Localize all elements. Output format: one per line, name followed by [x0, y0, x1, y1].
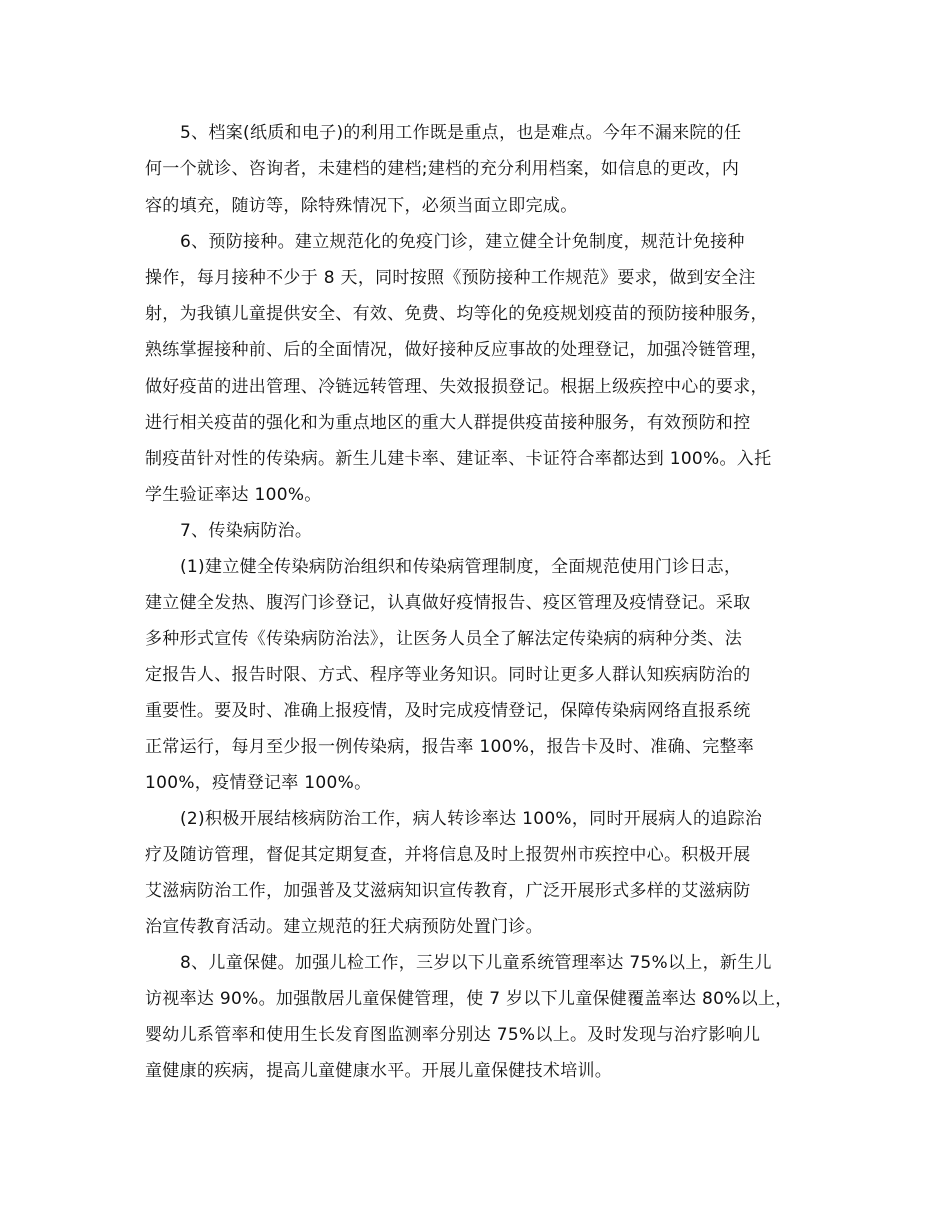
text-line: 做好疫苗的进出管理、冷链远转管理、失效报损登记。根据上级疾控中心的要求， [145, 377, 768, 397]
text-line: 进行相关疫苗的强化和为重点地区的重大人群提供疫苗接种服务，有效预防和控 [145, 413, 751, 433]
text-line: 容的填充，随访等，除特殊情况下，必须当面立即完成。 [145, 196, 578, 216]
text-line: 射，为我镇儿童提供安全、有效、免费、均等化的免疫规划疫苗的预防接种服务， [145, 304, 768, 324]
text-line: (1)建立健全传染病防治组织和传染病管理制度，全面规范使用门诊日志， [180, 557, 742, 577]
text-line: 制疫苗针对性的传染病。新生儿建卡率、建证率、卡证符合率都达到 100%。入托 [145, 449, 772, 469]
text-line: 多种形式宣传《传染病防治法》，让医务人员全了解法定传染病的病种分类、法 [145, 629, 742, 649]
text-line: 正常运行，每月至少报一例传染病，报告率 100%，报告卡及时、准确、完整率 [145, 737, 755, 757]
text-line: 定报告人、报告时限、方式、程序等业务知识。同时让更多人群认知疾病防治的 [145, 665, 751, 685]
text-line: 婴幼儿系管率和使用生长发育图监测率分别达 75%以上。及时发现与治疗影响儿 [145, 1025, 761, 1045]
text-line: 5、档案(纸质和电子)的利用工作既是重点，也是难点。今年不漏来院的任 [180, 123, 742, 143]
text-line: (2)积极开展结核病防治工作，病人转诊率达 100%，同时开展病人的追踪治 [180, 809, 763, 829]
text-line: 6、预防接种。建立规范化的免疫门诊，建立健全计免制度，规范计免接种 [180, 232, 745, 252]
text-line: 操作，每月接种不少于 8 天，同时按照《预防接种工作规范》要求，做到安全注 [145, 268, 756, 288]
text-line: 熟练掌握接种前、后的全面情况，做好接种反应事故的处理登记，加强冷链管理， [145, 340, 768, 360]
text-line: 7、传染病防治。 [180, 521, 313, 541]
text-line: 建立健全发热、腹泻门诊登记，认真做好疫情报告、疫区管理及疫情登记。采取 [145, 593, 751, 613]
text-line: 100%，疫情登记率 100%。 [145, 773, 372, 793]
text-line: 学生验证率达 100%。 [145, 485, 322, 505]
text-line: 治宣传教育活动。建立规范的狂犬病预防处置门诊。 [145, 917, 543, 937]
text-line: 重要性。要及时、准确上报疫情，及时完成疫情登记，保障传染病网络直报系统 [145, 701, 751, 721]
text-line: 疗及随访管理，督促其定期复查，并将信息及时上报贺州市疾控中心。积极开展 [145, 845, 751, 865]
text-line: 何一个就诊、咨询者，未建档的建档;建档的充分利用档案，如信息的更改，内 [145, 159, 740, 179]
text-line: 童健康的疾病，提高儿童健康水平。开展儿童保健技术培训。 [145, 1061, 613, 1081]
text-line: 艾滋病防治工作，加强普及艾滋病知识宣传教育，广泛开展形式多样的艾滋病防 [145, 881, 751, 901]
text-line: 8、儿童保健。加强儿检工作，三岁以下儿童系统管理率达 75%以上，新生儿 [180, 953, 772, 973]
text-line: 访视率达 90%。加强散居儿童保健管理，使 7 岁以下儿童保健覆盖率达 80%以上， [145, 989, 793, 1009]
